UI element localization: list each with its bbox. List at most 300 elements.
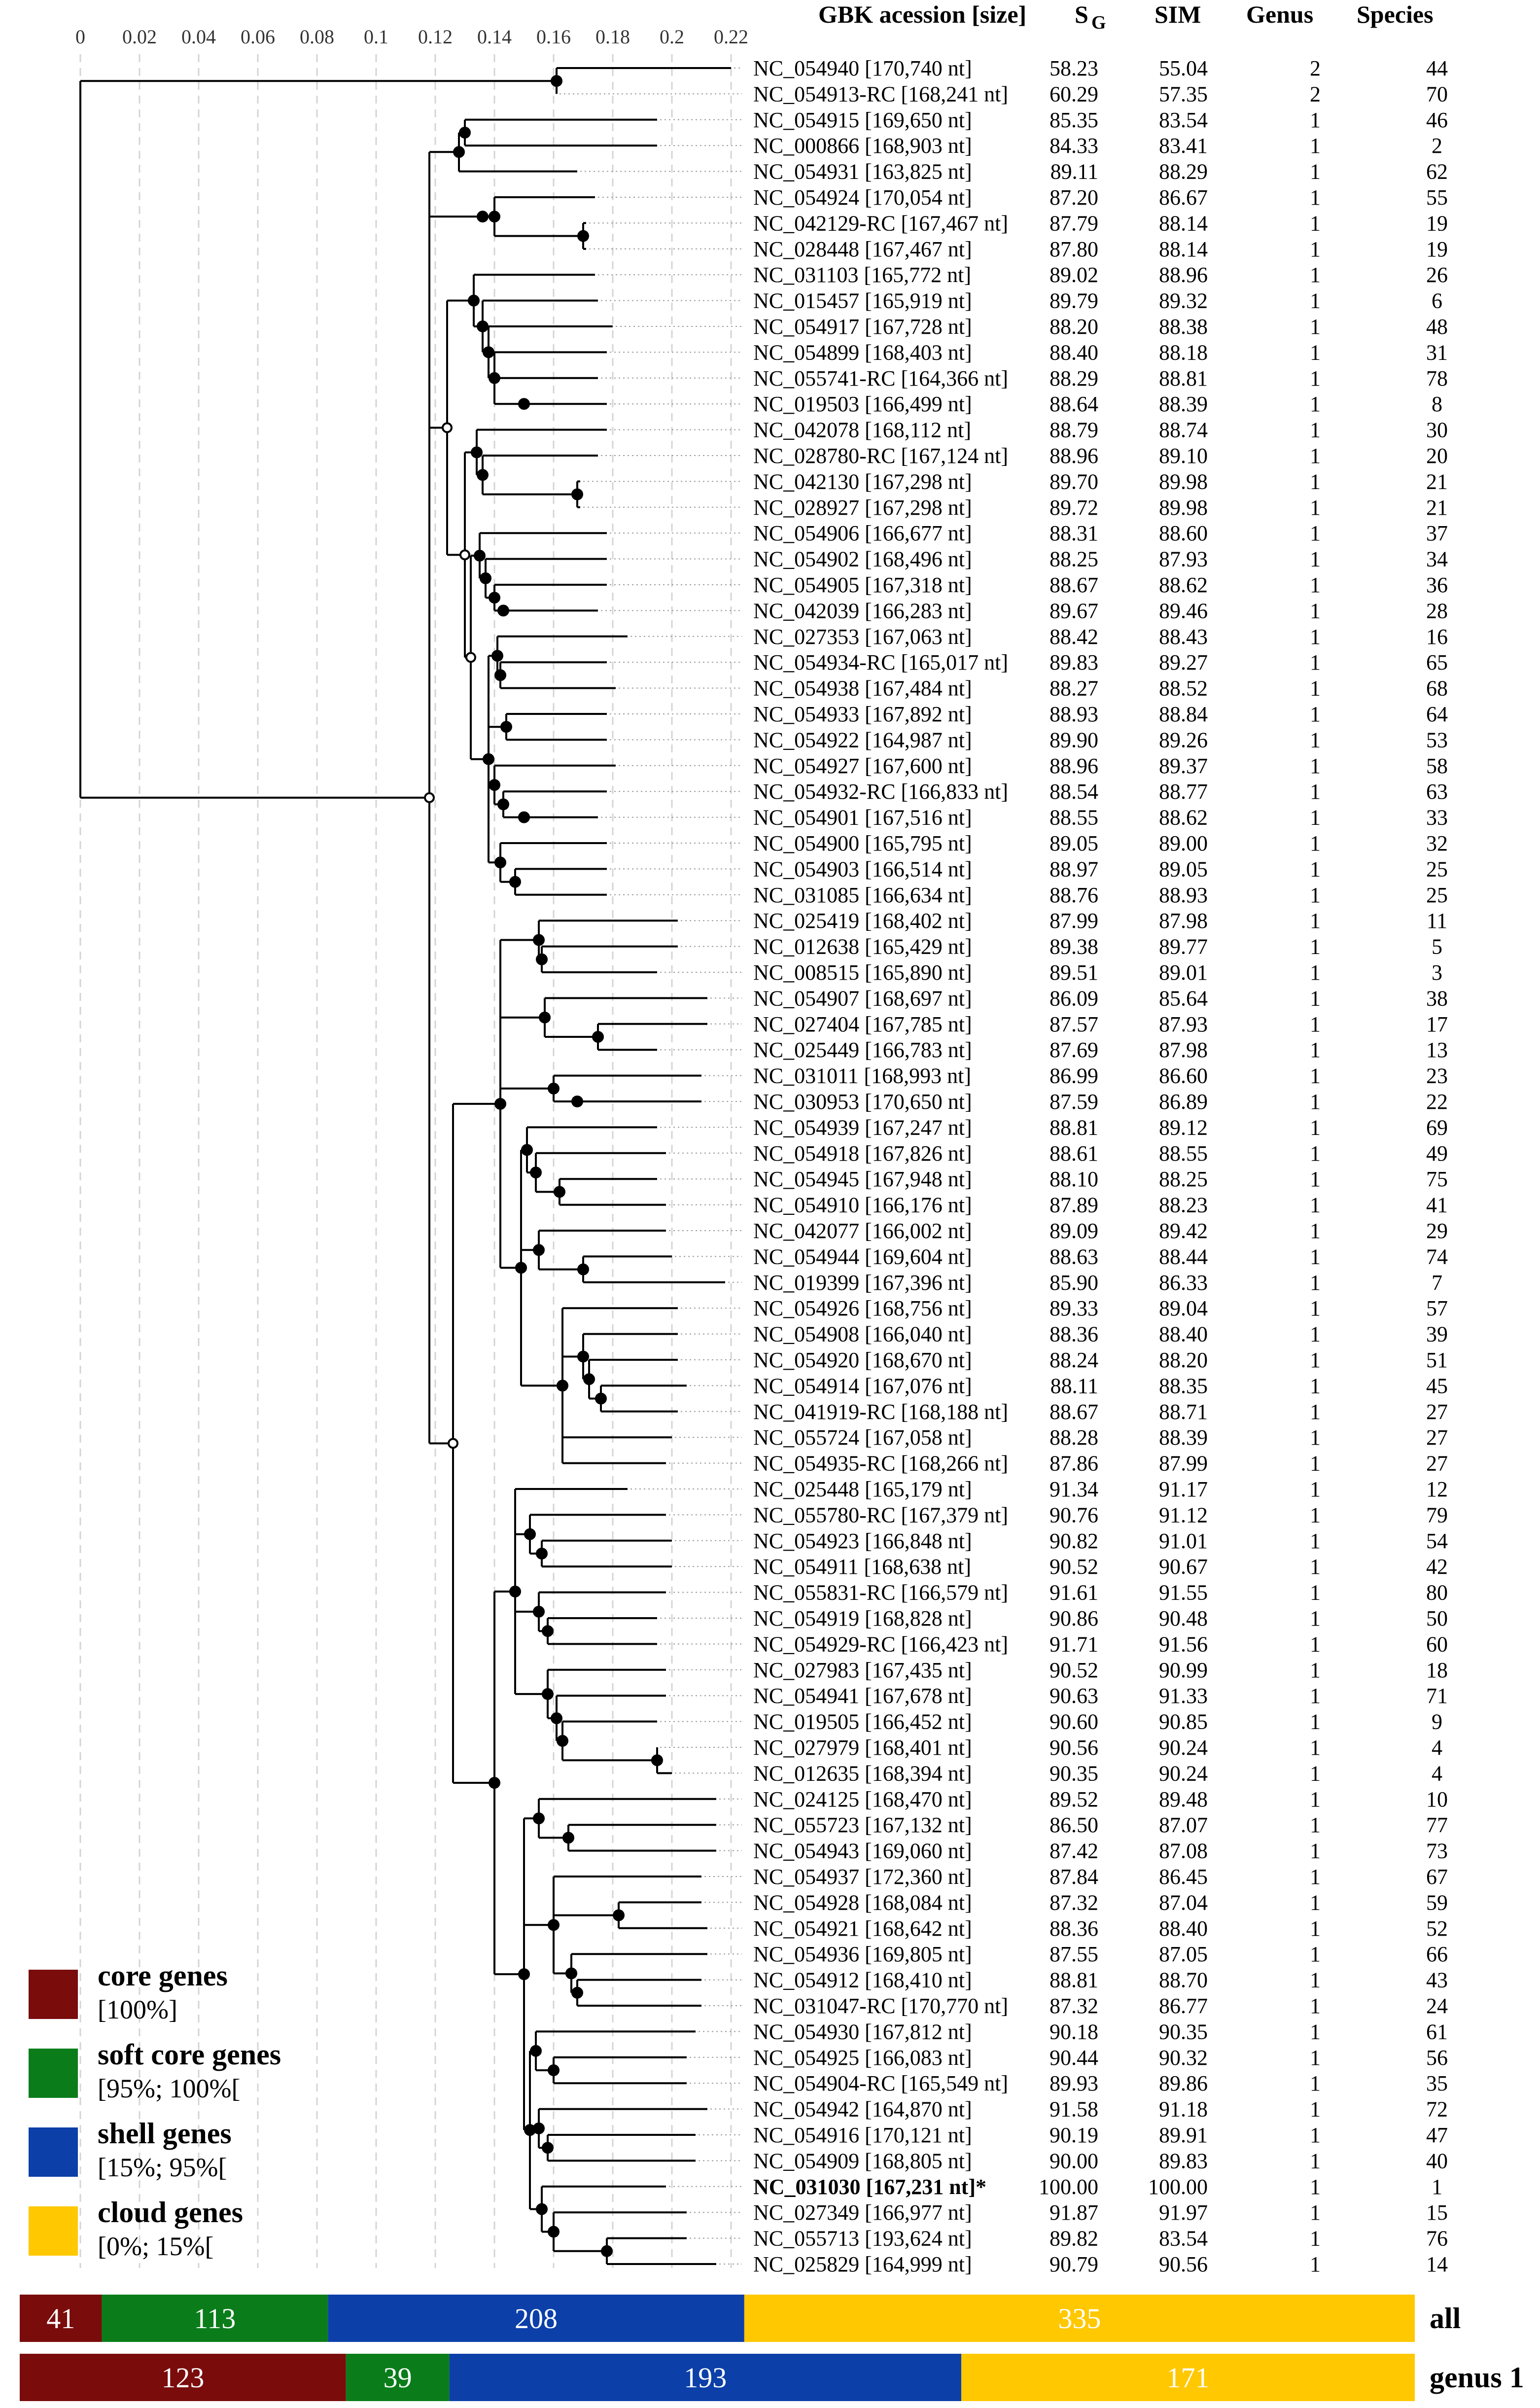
leaf-species: 19: [1426, 211, 1448, 236]
leaf-accession: NC_028448 [167,467 nt]: [753, 237, 972, 261]
leaf-species: 48: [1426, 315, 1448, 339]
leaf-sim-value: 83.54: [1159, 107, 1208, 132]
supported-node-marker: [548, 1083, 559, 1094]
leaf-sim-value: 88.52: [1159, 676, 1208, 701]
leaf-accession: NC_054944 [169,604 nt]: [753, 1244, 972, 1269]
leaf-genus: 1: [1310, 1787, 1321, 1811]
leaf-accession: NC_027979 [168,401 nt]: [753, 1735, 972, 1760]
leaf-accession: NC_054905 [167,318 nt]: [753, 573, 972, 597]
supported-node-marker: [548, 1919, 559, 1930]
leaf-accession: NC_054923 [166,848 nt]: [753, 1528, 972, 1553]
leaf-species: 36: [1426, 573, 1448, 597]
leaf-species: 11: [1426, 909, 1448, 933]
leaf-sim-value: 89.12: [1159, 1115, 1208, 1140]
leaf-genus: 1: [1310, 1994, 1321, 2018]
axis-tick-label: 0.2: [660, 26, 684, 48]
leaf-accession: NC_042078 [168,112 nt]: [753, 418, 972, 442]
leaf-sg-value: 88.20: [1050, 315, 1098, 339]
leaf-genus: 1: [1310, 1580, 1321, 1605]
leaf-accession: NC_054924 [170,054 nt]: [753, 185, 972, 210]
leaf-sim-value: 86.77: [1159, 1994, 1208, 2018]
supported-node-marker: [613, 1910, 624, 1921]
leaf-accession: NC_012635 [168,394 nt]: [753, 1761, 972, 1786]
leaf-sim-value: 88.43: [1159, 624, 1208, 649]
leaf-species: 20: [1426, 444, 1448, 468]
leaf-genus: 1: [1310, 2045, 1321, 2070]
leaf-sg-value: 90.56: [1050, 1735, 1098, 1760]
leaf-genus: 1: [1310, 2071, 1321, 2096]
leaf-genus: 1: [1310, 1761, 1321, 1786]
leaf-species: 62: [1426, 159, 1448, 184]
leaf-genus: 1: [1310, 1503, 1321, 1527]
leaf-species: 74: [1426, 1244, 1448, 1269]
leaf-sg-value: 88.25: [1050, 547, 1098, 571]
leaf-sim-value: 89.46: [1159, 599, 1208, 623]
leaf-species: 10: [1426, 1787, 1448, 1811]
leaf-sim-value: 55.04: [1159, 56, 1208, 80]
supported-node-marker: [557, 1735, 568, 1746]
legend-soft-core: [29, 2034, 344, 2113]
leaf-sim-value: 88.71: [1159, 1399, 1208, 1424]
supported-node-marker: [489, 779, 500, 790]
supported-node-marker: [495, 857, 506, 868]
axis-tick-label: 0: [75, 26, 85, 48]
leaf-genus: 1: [1310, 1374, 1321, 1398]
leaf-genus: 1: [1310, 185, 1321, 210]
distance-axis: [75, 26, 748, 48]
leaf-sg-value: 87.59: [1050, 1090, 1098, 1114]
leaf-accession: NC_031030 [167,231 nt]*: [753, 2174, 986, 2199]
leaf-accession: NC_055713 [193,624 nt]: [753, 2226, 972, 2251]
leaf-accession: NC_019399 [167,396 nt]: [753, 1270, 972, 1295]
leaf-sg-value: 88.42: [1050, 624, 1098, 649]
leaf-accession: NC_054932-RC [166,833 nt]: [753, 779, 1008, 804]
supported-node-marker: [501, 721, 512, 732]
leaf-genus: 1: [1310, 1684, 1321, 1708]
leaf-sg-value: 88.10: [1050, 1167, 1098, 1192]
leaf-accession: NC_054913-RC [168,241 nt]: [753, 82, 1008, 106]
leaf-genus: 1: [1310, 1451, 1321, 1476]
leaf-sim-value: 89.77: [1159, 934, 1208, 959]
leaf-accession: NC_054899 [168,403 nt]: [753, 340, 972, 365]
legend-core-swatch: [29, 1970, 78, 2019]
leaf-sg-value: 87.55: [1050, 1942, 1098, 1967]
leaf-accession: NC_008515 [165,890 nt]: [753, 960, 972, 985]
leaf-accession: NC_054941 [167,678 nt]: [753, 1684, 972, 1708]
leaf-sg-value: 87.86: [1050, 1451, 1098, 1476]
leaf-sg-value: 89.09: [1050, 1219, 1098, 1243]
leaf-accession: NC_054918 [167,826 nt]: [753, 1141, 972, 1166]
axis-tick-label: 0.16: [536, 26, 571, 48]
leaf-sg-value: 88.40: [1050, 340, 1098, 365]
leaf-sg-value: 87.57: [1050, 1012, 1098, 1036]
leaf-sim-value: 83.41: [1159, 134, 1208, 158]
leaf-genus: 1: [1310, 418, 1321, 442]
leader-lines: [560, 68, 742, 2264]
leaf-genus: 1: [1310, 650, 1321, 675]
leaf-sg-value: 88.79: [1050, 418, 1098, 442]
leaf-accession: NC_031085 [166,634 nt]: [753, 883, 972, 907]
axis-tick-label: 0.14: [477, 26, 512, 48]
leaf-accession: NC_054939 [167,247 nt]: [753, 1115, 972, 1140]
leaf-species: 51: [1426, 1348, 1448, 1372]
leaf-sg-value: 90.00: [1050, 2149, 1098, 2173]
leaf-sg-value: 88.55: [1050, 805, 1098, 830]
leaf-species: 25: [1426, 883, 1448, 907]
supported-node-marker: [533, 1244, 544, 1255]
header-species: Species: [1357, 0, 1434, 28]
leaf-accession: NC_054930 [167,812 nt]: [753, 2019, 972, 2044]
supported-node-marker: [474, 550, 485, 561]
leaf-accession: NC_054937 [172,360 nt]: [753, 1865, 972, 1889]
legend-soft-core-title: soft core genes: [98, 2038, 281, 2071]
leaf-genus: 1: [1310, 315, 1321, 339]
leaf-species: 4: [1432, 1761, 1442, 1786]
leaf-species: 5: [1432, 934, 1442, 959]
leaf-sg-value: 88.81: [1050, 1115, 1098, 1140]
leaf-accession: NC_054906 [166,677 nt]: [753, 521, 972, 546]
leaf-sg-value: 87.79: [1050, 211, 1098, 236]
leaf-sg-value: 87.89: [1050, 1193, 1098, 1217]
leaf-genus: 1: [1310, 1012, 1321, 1036]
leaf-genus: 1: [1310, 1632, 1321, 1657]
leaf-sim-value: 87.05: [1159, 1942, 1208, 1967]
leaf-sg-value: 85.90: [1050, 1270, 1098, 1295]
supported-node-marker: [495, 1098, 506, 1109]
leaf-accession: NC_054917 [167,728 nt]: [753, 315, 972, 339]
leaf-species: 64: [1426, 702, 1448, 726]
legend-core: [29, 1955, 344, 2034]
leaf-accession: NC_054907 [168,697 nt]: [753, 986, 972, 1011]
leaf-genus: 1: [1310, 1709, 1321, 1734]
leaf-species: 56: [1426, 2045, 1448, 2070]
leaf-species: 63: [1426, 779, 1448, 804]
leaf-genus: 1: [1310, 1555, 1321, 1579]
supported-node-marker: [533, 1813, 544, 1824]
leaf-genus: 1: [1310, 2097, 1321, 2122]
leaf-sg-value: 89.93: [1050, 2071, 1098, 2096]
gene-bar-count: 208: [515, 2302, 558, 2335]
leaf-species: 66: [1426, 1942, 1448, 1967]
leaf-genus: 1: [1310, 1890, 1321, 1915]
leaf-species: 71: [1426, 1684, 1448, 1708]
leaf-sg-value: 88.29: [1050, 366, 1098, 390]
leaf-species: 61: [1426, 2019, 1448, 2044]
leaf-sim-value: 88.38: [1159, 315, 1208, 339]
leaf-accession: NC_027983 [167,435 nt]: [753, 1658, 972, 1682]
leaf-species: 8: [1432, 392, 1442, 417]
leaf-accession: NC_054916 [170,121 nt]: [753, 2123, 972, 2147]
leaf-sg-value: 90.52: [1050, 1658, 1098, 1682]
leaf-genus: 1: [1310, 2123, 1321, 2147]
leaf-accession: NC_054925 [166,083 nt]: [753, 2045, 972, 2070]
leaf-genus: 1: [1310, 211, 1321, 236]
leaf-genus: 1: [1310, 547, 1321, 571]
leaf-sim-value: 88.18: [1159, 340, 1208, 365]
leaf-sim-value: 89.05: [1159, 857, 1208, 882]
leaf-sg-value: 90.63: [1050, 1684, 1098, 1708]
supported-node-marker: [480, 573, 491, 584]
supported-node-marker: [601, 2246, 612, 2257]
axis-tick-label: 0.08: [300, 26, 334, 48]
leaf-species: 47: [1426, 2123, 1448, 2147]
leaf-sim-value: 91.12: [1159, 1503, 1208, 1527]
leaf-accession: NC_028780-RC [167,124 nt]: [753, 444, 1008, 468]
leaf-genus: 1: [1310, 1916, 1321, 1941]
supported-node-marker: [489, 1777, 500, 1788]
leaf-genus: 1: [1310, 134, 1321, 158]
leaf-sim-value: 87.93: [1159, 547, 1208, 571]
leaf-sg-value: 88.11: [1050, 1374, 1098, 1398]
leaf-sim-value: 88.29: [1159, 159, 1208, 184]
leaf-sg-value: 88.36: [1050, 1916, 1098, 1941]
leaf-accession: NC_025448 [165,179 nt]: [753, 1477, 972, 1501]
leaf-accession: NC_025449 [166,783 nt]: [753, 1038, 972, 1062]
leaf-accession: NC_054902 [168,496 nt]: [753, 547, 972, 571]
leaf-accession: NC_054926 [168,756 nt]: [753, 1296, 972, 1321]
leaf-sg-value: 84.33: [1050, 134, 1098, 158]
leaf-sim-value: 88.23: [1159, 1193, 1208, 1217]
leaf-species: 69: [1426, 1115, 1448, 1140]
gene-bar-count: 39: [383, 2362, 412, 2394]
leaf-genus: 1: [1310, 107, 1321, 132]
leaf-accession: NC_012638 [165,429 nt]: [753, 934, 972, 959]
legend-shell: [29, 2113, 344, 2192]
leaf-sg-value: 87.32: [1050, 1890, 1098, 1915]
leaf-genus: 1: [1310, 1322, 1321, 1346]
leaf-genus: 1: [1310, 2019, 1321, 2044]
supported-node-marker: [539, 1012, 550, 1023]
header-sim: SIM: [1155, 0, 1201, 28]
leaf-species: 19: [1426, 237, 1448, 261]
leaf-sim-value: 90.32: [1159, 2045, 1208, 2070]
supported-node-marker: [554, 1186, 565, 1197]
leaf-sg-value: 90.79: [1050, 2252, 1098, 2276]
leaf-accession: NC_054908 [166,040 nt]: [753, 1322, 972, 1346]
leaf-sim-value: 91.01: [1159, 1528, 1208, 1553]
leaf-species: 50: [1426, 1606, 1448, 1630]
supported-node-marker: [593, 1031, 603, 1042]
leaf-sim-value: 86.67: [1159, 185, 1208, 210]
leaf-sg-value: 89.70: [1050, 469, 1098, 494]
leaf-accession: NC_054931 [163,825 nt]: [753, 159, 972, 184]
gene-category-legend: [29, 1955, 344, 2270]
supported-node-marker: [489, 592, 500, 603]
leaf-sg-value: 90.18: [1050, 2019, 1098, 2044]
leaf-genus: 1: [1310, 1425, 1321, 1450]
leaf-genus: 1: [1310, 1063, 1321, 1088]
leaf-species: 38: [1426, 986, 1448, 1011]
leaf-sim-value: 88.84: [1159, 702, 1208, 726]
leaf-species: 25: [1426, 857, 1448, 882]
leaf-species: 22: [1426, 1090, 1448, 1114]
leaf-genus: 1: [1310, 1270, 1321, 1295]
header-accession: GBK acession [size]: [818, 0, 1027, 28]
supported-node-marker: [495, 670, 506, 680]
leaf-accession: NC_054935-RC [168,266 nt]: [753, 1451, 1008, 1476]
supported-node-marker: [533, 935, 544, 946]
supported-node-marker: [542, 1689, 553, 1700]
supported-node-marker: [525, 1529, 535, 1540]
leaf-genus: 1: [1310, 2200, 1321, 2225]
leaf-species: 27: [1426, 1425, 1448, 1450]
leaf-genus: 1: [1310, 1219, 1321, 1243]
leaf-genus: 1: [1310, 469, 1321, 494]
leaf-species: 15: [1426, 2200, 1448, 2225]
leaf-sg-value: 90.19: [1050, 2123, 1098, 2147]
supported-node-marker: [477, 321, 488, 332]
leaf-species: 7: [1432, 1270, 1442, 1295]
leaf-sg-value: 91.87: [1050, 2200, 1098, 2225]
leaf-accession: NC_054927 [167,600 nt]: [753, 753, 972, 778]
leaf-species: 75: [1426, 1167, 1448, 1192]
leaf-accession: NC_054943 [169,060 nt]: [753, 1839, 972, 1863]
leaf-sg-value: 88.54: [1050, 779, 1098, 804]
leaf-sim-value: 89.42: [1159, 1219, 1208, 1243]
leaf-sg-value: 88.64: [1050, 392, 1098, 417]
supported-node-marker: [584, 1374, 595, 1384]
leaf-accession: NC_054934-RC [165,017 nt]: [753, 650, 1008, 675]
leaf-sg-value: 89.82: [1050, 2226, 1098, 2251]
supported-node-marker: [498, 605, 509, 616]
leaf-species: 33: [1426, 805, 1448, 830]
supported-node-marker: [548, 2065, 559, 2076]
leaf-sg-value: 87.80: [1050, 237, 1098, 261]
supported-node-marker: [519, 398, 529, 409]
leaf-sg-value: 91.71: [1050, 1632, 1098, 1657]
supported-node-marker: [477, 469, 488, 480]
leaf-species: 26: [1426, 263, 1448, 287]
leaf-species: 46: [1426, 107, 1448, 132]
leaf-accession: NC_054940 [170,740 nt]: [753, 56, 972, 80]
leaf-species: 14: [1426, 2252, 1448, 2276]
leaf-sim-value: 88.14: [1159, 237, 1208, 261]
gene-bar-name: genus 1: [1430, 2361, 1524, 2394]
leaf-sim-value: 88.44: [1159, 1244, 1208, 1269]
leaf-species: 23: [1426, 1063, 1448, 1088]
leaf-species: 45: [1426, 1374, 1448, 1398]
leaf-sg-value: 88.27: [1050, 676, 1098, 701]
header-genus: Genus: [1246, 0, 1314, 28]
leaf-sim-value: 88.74: [1159, 418, 1208, 442]
leaf-species: 79: [1426, 1503, 1448, 1527]
leaf-sim-value: 57.35: [1159, 82, 1208, 106]
leaf-accession: NC_042130 [167,298 nt]: [753, 469, 972, 494]
leaf-genus: 1: [1310, 288, 1321, 313]
leaf-genus: 1: [1310, 805, 1321, 830]
supported-node-marker: [468, 295, 479, 306]
leaf-species: 40: [1426, 2149, 1448, 2173]
leaf-genus: 1: [1310, 2252, 1321, 2276]
leaf-sg-value: 90.86: [1050, 1606, 1098, 1630]
leaf-genus: 1: [1310, 1193, 1321, 1217]
leaf-sim-value: 88.81: [1159, 366, 1208, 390]
unsupported-node-marker: [460, 550, 469, 559]
leaf-sg-value: 88.93: [1050, 702, 1098, 726]
leaf-species: 2: [1432, 134, 1442, 158]
leaf-sg-value: 89.52: [1050, 1787, 1098, 1811]
leaf-sim-value: 91.55: [1159, 1580, 1208, 1605]
leaf-sim-value: 89.32: [1159, 288, 1208, 313]
leaf-species: 29: [1426, 1219, 1448, 1243]
leaf-genus: 1: [1310, 2226, 1321, 2251]
leaf-sg-value: 86.09: [1050, 986, 1098, 1011]
leaf-sim-value: 91.33: [1159, 1684, 1208, 1708]
leaf-species: 35: [1426, 2071, 1448, 2096]
leaf-sg-value: 91.61: [1050, 1580, 1098, 1605]
leaf-genus: 1: [1310, 1141, 1321, 1166]
axis-tick-label: 0.06: [241, 26, 275, 48]
leaf-sg-value: 88.97: [1050, 857, 1098, 882]
leaf-sg-value: 90.44: [1050, 2045, 1098, 2070]
leaf-species: 27: [1426, 1451, 1448, 1476]
legend-cloud-range: [0%; 15%[: [98, 2231, 214, 2261]
leaf-accession: NC_054910 [166,176 nt]: [753, 1193, 972, 1217]
leaf-genus: 1: [1310, 366, 1321, 390]
leaf-species: 39: [1426, 1322, 1448, 1346]
supported-node-marker: [510, 877, 521, 887]
gene-bar-count: 335: [1058, 2302, 1101, 2335]
legend-shell-title: shell genes: [98, 2117, 232, 2150]
leaf-sim-value: 88.35: [1159, 1374, 1208, 1398]
supported-node-marker: [477, 211, 488, 222]
leaf-sim-value: 90.48: [1159, 1606, 1208, 1630]
gene-bar-count: 193: [684, 2362, 727, 2394]
leaf-species: 31: [1426, 340, 1448, 365]
leaf-species: 30: [1426, 418, 1448, 442]
leaf-species: 70: [1426, 82, 1448, 106]
leaf-species: 28: [1426, 599, 1448, 623]
leaf-sim-value: 88.77: [1159, 779, 1208, 804]
leaf-species: 6: [1432, 288, 1442, 313]
leaf-sim-value: 89.00: [1159, 831, 1208, 855]
supported-node-marker: [489, 373, 500, 384]
supported-node-marker: [557, 1380, 568, 1391]
supported-node-marker: [516, 1262, 526, 1273]
leaf-accession: NC_054915 [169,650 nt]: [753, 107, 972, 132]
leaf-sim-value: 88.62: [1159, 573, 1208, 597]
leaf-genus: 1: [1310, 934, 1321, 959]
leaf-sim-value: 88.60: [1159, 521, 1208, 546]
leaf-species: 44: [1426, 56, 1448, 80]
leaf-genus: 1: [1310, 599, 1321, 623]
supported-node-marker: [542, 1626, 553, 1636]
leaf-sg-value: 88.67: [1050, 573, 1098, 597]
leaf-species: 57: [1426, 1296, 1448, 1321]
leaf-sg-value: 89.02: [1050, 263, 1098, 287]
leaf-sim-value: 87.98: [1159, 1038, 1208, 1062]
leaf-species: 67: [1426, 1865, 1448, 1889]
leaf-sim-value: 89.98: [1159, 495, 1208, 520]
legend-soft-core-swatch: [29, 2049, 78, 2098]
supported-node-marker: [510, 1586, 521, 1597]
leaf-sim-value: 86.45: [1159, 1865, 1208, 1889]
leaf-genus: 1: [1310, 392, 1321, 417]
supported-node-marker: [566, 1968, 577, 1979]
leaf-species: 78: [1426, 366, 1448, 390]
leaf-genus: 1: [1310, 237, 1321, 261]
leaf-accession: NC_055723 [167,132 nt]: [753, 1813, 972, 1838]
leaf-sim-value: 88.55: [1159, 1141, 1208, 1166]
leaf-sim-value: 88.20: [1159, 1348, 1208, 1372]
supported-node-marker: [519, 812, 529, 823]
leaf-sg-value: 85.35: [1050, 107, 1098, 132]
leaf-genus: 1: [1310, 1348, 1321, 1372]
leaf-sg-value: 86.50: [1050, 1813, 1098, 1838]
leaf-genus: 1: [1310, 624, 1321, 649]
leaf-accession: NC_042039 [166,283 nt]: [753, 599, 972, 623]
leaf-sim-value: 88.14: [1159, 211, 1208, 236]
